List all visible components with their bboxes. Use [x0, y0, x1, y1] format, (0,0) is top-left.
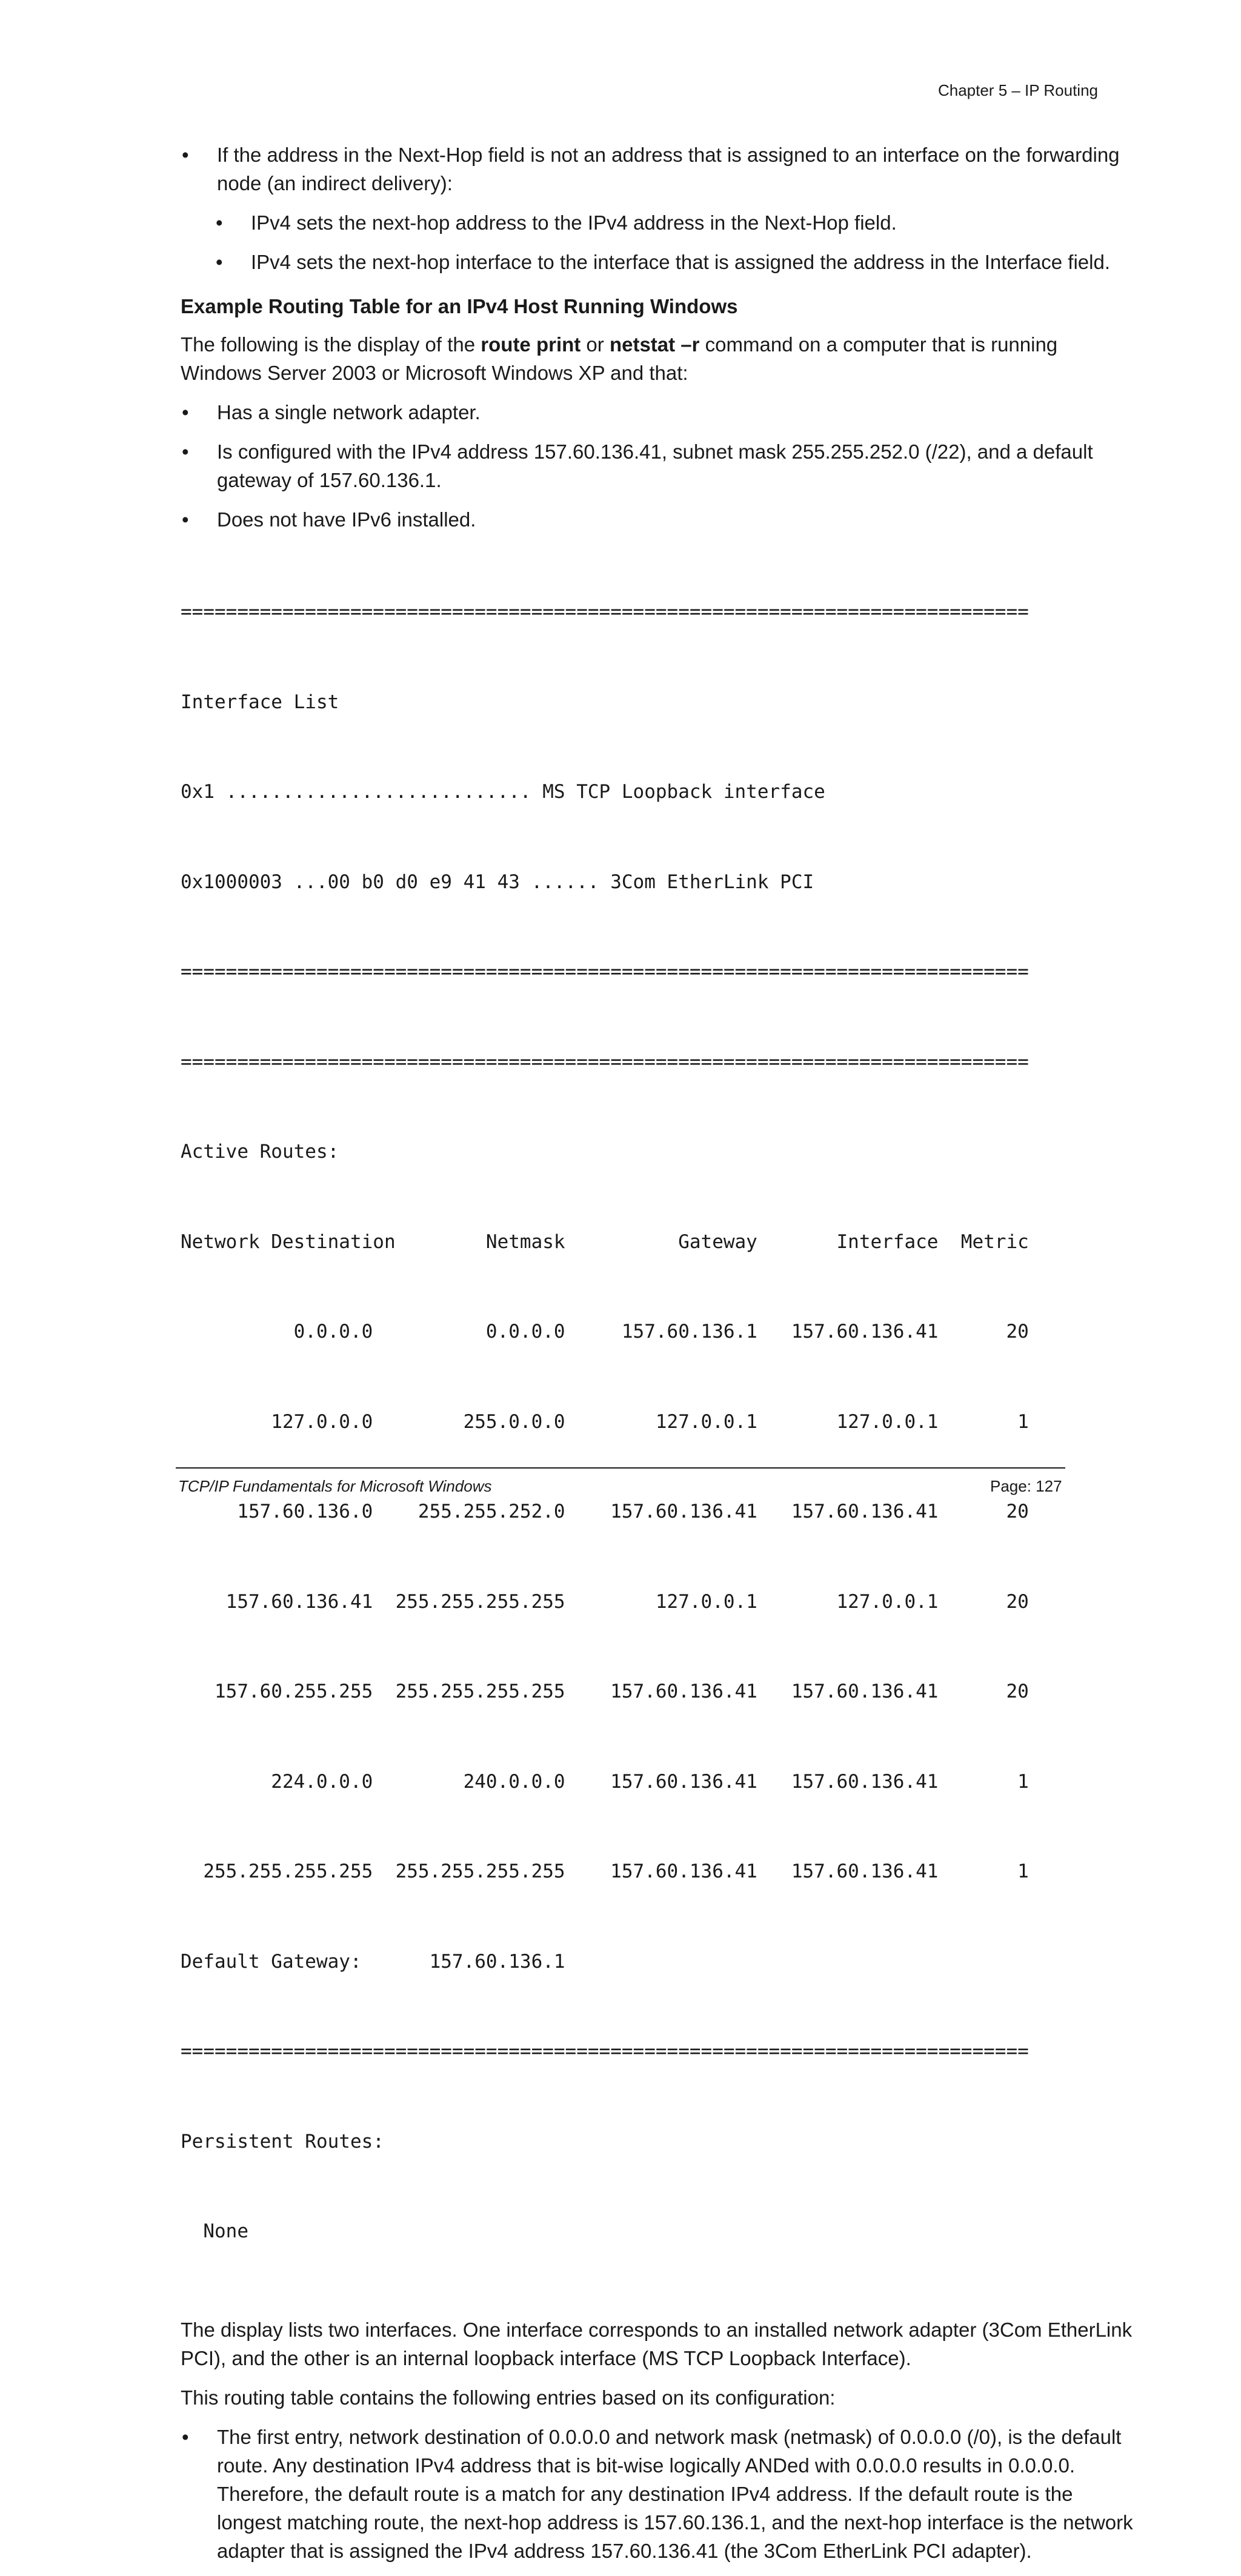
console-line: 157.60.136.41 255.255.255.255 127.0.0.1 127.0.0.1 20 — [181, 1590, 1029, 1613]
bullet-item — [181, 141, 1138, 198]
console-line: 224.0.0.0 240.0.0.0 157.60.136.41 157.60.136.41 1 — [181, 1770, 1029, 1793]
bullet-item — [181, 2423, 1138, 2565]
bullet-glyph: • — [182, 508, 189, 531]
console-line: 157.60.136.0 255.255.252.0 157.60.136.41 157.60.136.41 20 — [181, 1501, 1029, 1522]
console-line: None — [181, 2220, 248, 2242]
bullet-glyph: • — [216, 251, 223, 273]
console-line: 0.0.0.0 0.0.0.0 157.60.136.1 157.60.136.41 20 — [181, 1321, 1029, 1343]
console-output — [181, 537, 1138, 2307]
footer-divider — [176, 1467, 1065, 1469]
console-line: =========================================================================== — [181, 1051, 1029, 1073]
console-line: 0x1 ........................... MS TCP Loopback interface — [181, 781, 825, 803]
console-line: Network Destination Netmask Gateway Interface Metric — [181, 1230, 1029, 1253]
console-line: Active Routes: — [181, 1141, 339, 1163]
console-line: =========================================================================== — [181, 961, 1029, 983]
bullet-glyph: • — [182, 2425, 189, 2448]
paragraph-text: The following is the display of the — [181, 333, 481, 356]
bullet-glyph: • — [182, 440, 189, 463]
console-line: =========================================================================== — [181, 2040, 1029, 2062]
console-line: 127.0.0.0 255.0.0.0 127.0.0.1 127.0.0.1 1 — [181, 1410, 1029, 1433]
bullet-text: Is configured with the IPv4 address 157.60.136.41, subnet mask 255.255.252.0 (/22), and a default gateway of 157.60.136.1. — [217, 440, 1093, 491]
page-number: Page: 127 — [990, 1477, 1062, 1495]
bullet-text: IPv4 sets the next-hop interface to the interface that is assigned the address in the Interface field. — [251, 251, 1111, 273]
footer-title: TCP/IP Fundamentals for Microsoft Windows — [178, 1477, 492, 1495]
console-line: Persistent Routes: — [181, 2130, 384, 2153]
running-header: Chapter 5 – IP Routing — [937, 81, 1098, 99]
section-heading: Example Routing Table for an IPv4 Host Running Windows — [181, 295, 738, 317]
command-name: route print — [481, 333, 581, 356]
console-line: Interface List — [181, 691, 339, 713]
bullet-text: Has a single network adapter. — [217, 401, 481, 423]
bullet-item — [181, 398, 1138, 427]
page-content — [181, 141, 1138, 2576]
bullet-glyph: • — [182, 401, 189, 423]
command-name: netstat –r — [609, 333, 700, 356]
console-line: Default Gateway: 157.60.136.1 — [181, 1950, 565, 1973]
console-line: 0x1000003 ...00 b0 d0 e9 41 43 ...... 3Com EtherLink PCI — [181, 871, 814, 893]
sub-bullet-item — [215, 248, 1138, 276]
bullet-item — [181, 505, 1138, 534]
console-line: =========================================================================== — [181, 601, 1029, 623]
console-line: 255.255.255.255 255.255.255.255 157.60.136.41 157.60.136.41 1 — [181, 1861, 1029, 1882]
bullet-item — [181, 437, 1138, 494]
bullet-glyph: • — [182, 144, 189, 166]
paragraph: The display lists two interfaces. One interface corresponds to an installed network adapter (3Com EtherLink PCI), and the other is an internal loopback interface (MS TCP Loopback Interface). — [181, 2318, 1133, 2369]
bullet-text: The first entry, network destination of 0.0.0.0 and network mask (netmask) of 0.0.0.0 (/0), is the default route. Any destination IPv4 address that is bit-wise logically ANDed with 0.0.0.0 results in 0.0.0.0. Therefore, the default route is a match for any destination IPv4 address. If the default route is the longest matching route, the next-hop address is 157.60.136.1, and the next-hop interface is the network adapter that is assigned the IPv4 address 157.60.136.41 (the 3Com EtherLink PCI adapter). — [217, 2425, 1133, 2562]
paragraph-text: command on a computer that is running Windows Server 2003 or Microsoft Windows XP and that: — [181, 333, 1058, 384]
console-line: 157.60.255.255 255.255.255.255 157.60.136.41 157.60.136.41 20 — [181, 1681, 1029, 1702]
sub-bullet-item — [215, 208, 1138, 237]
paragraph-text: or — [581, 333, 610, 356]
bullet-text: If the address in the Next-Hop field is not an address that is assigned to an interface on the forwarding node (an indirect delivery): — [217, 144, 1120, 194]
bullet-text: IPv4 sets the next-hop address to the IPv4 address in the Next-Hop field. — [251, 211, 897, 234]
bullet-glyph: • — [216, 211, 223, 234]
paragraph — [181, 330, 1138, 387]
bullet-text: Does not have IPv6 installed. — [217, 508, 476, 531]
paragraph: This routing table contains the following entries based on its configuration: — [181, 2386, 836, 2409]
